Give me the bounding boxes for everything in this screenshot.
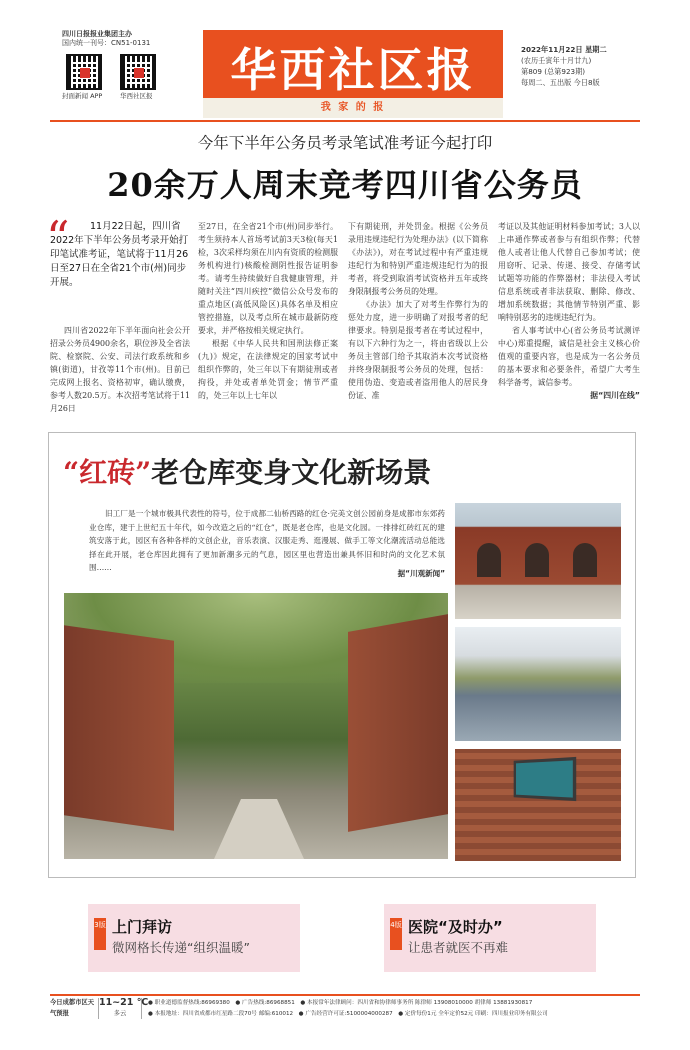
- feature-title-highlight: “红砖”: [63, 456, 152, 489]
- article-column-2: [198, 220, 338, 402]
- masthead-banner: [203, 30, 503, 98]
- footer-contacts-line2: ● 本报地址：四川省成都市红星路二段70号 邮编:610012 ● 广告经营许可证:5100004000287 ● 定价每份1元 全年定价52元 印刷：四川报业印务有限公司: [148, 1011, 548, 1017]
- masthead-divider: [50, 120, 640, 122]
- article-column-4: [498, 220, 640, 402]
- teaser-subtitle: 让患者就医不再难: [408, 940, 509, 955]
- article-paragraph: 考证以及其他证明材料参加考试；3人以上串通作弊或者参与有组织作弊；代替他人或者让他人代替自己参加考试；使用窃听、记录、传递、接受、存储考试试题等功能的作弊器材；非法侵入考试信息系统或者非法获取、删除、修改、增加系统数据；其他情节特别严重、影响特别恶劣的违规违纪行为。: [498, 222, 640, 322]
- warehouse-avenue-photo[interactable]: [64, 593, 448, 859]
- feature-title[interactable]: [63, 451, 431, 491]
- teaser-title: 上门拜访: [112, 918, 173, 936]
- lead-paragraph: 11月22日起，四川省2022年下半年公务员考录开始打印笔试准考证，笔试将于11月26日至27日在全省21个市(州)同步开展。: [50, 221, 189, 288]
- teaser-title: 医院“及时办”: [408, 918, 503, 936]
- qr-code-app[interactable]: [66, 54, 102, 90]
- article-paragraph: 《办法》加大了对考生作弊行为的惩处力度，进一步明确了对报考者的纪律要求。特别是报考者在考试过程中，有以下六种行为之一，将由省级以上公务员主管部门给予其取消本次考试资格并终身限制报考公务员的处理，包括：使用伪造、变造或者盗用他人的居民身份证、准: [348, 300, 488, 400]
- teaser-page-3[interactable]: [88, 904, 300, 972]
- article-paragraph: 根据《中华人民共和国刑法修正案(九)》规定，在法律规定的国家考试中组织作弊的，处三年以下有期徒刑或者拘役，并处或者单处罚金；情节严重的，处三年以上七年以: [198, 339, 338, 400]
- masthead-slogan: 我 家 的 报: [203, 98, 503, 118]
- footer: [50, 998, 640, 1022]
- article-paragraph: 省人事考试中心(省公务员考试测评中心)郑重提醒，诚信是社会主义核心价值观的重要内容，也是成为一名公务员的基本要求和必要条件，希望广大考生科学备考，诚信参考。: [498, 326, 640, 387]
- qr-code-paper[interactable]: [120, 54, 156, 90]
- masthead-left-info: [62, 30, 202, 102]
- issue-info: [521, 44, 641, 88]
- publish-schedule: 每周二、五出版 今日8版: [521, 78, 600, 87]
- sponsor-text: 四川日报报业集团主办: [62, 30, 132, 38]
- feature-title-rest: 老仓库变身文化新场景: [151, 456, 432, 489]
- lunar-date: (农历壬寅年十月廿九): [521, 56, 592, 65]
- reflecting-pool-photo[interactable]: [455, 627, 621, 741]
- red-brick-building-photo[interactable]: [455, 503, 621, 619]
- weather-condition: 多云: [113, 1009, 127, 1017]
- edition-badge: 3版: [94, 918, 106, 950]
- article-column-1: 四川省2022年下半年面向社会公开招录公务员4900余名，职位涉及全省法院、检察院、公安、司法行政系统和乡镇(街道)，甘孜等11个市(州)。目前已完成网上报名、资格初审，确认缴费，参考人数20.5万。本次招考笔试将于11月26日: [50, 326, 190, 413]
- cn-number: 国内统一刊号：CN51-0131: [62, 39, 151, 47]
- footer-divider: [50, 994, 640, 996]
- lead-kicker: 今年下半年公务员考录笔试准考证今起打印: [197, 134, 493, 152]
- article-column-3: [348, 220, 488, 402]
- quote-mark-icon: “: [46, 211, 70, 265]
- article-paragraph: 下有期徒刑，并处罚金。根据《公务员录用违规违纪行为处理办法》(以下简称《办法》)，对在考试过程中有严重违规违纪行为和特别严重违规违纪行为的报考者，将受到取消考试资格并五年或终身限制报考公务员的处理。: [348, 222, 488, 296]
- qr-caption-paper: 华西社区报: [120, 92, 153, 100]
- issue-date: 2022年11月22日 星期二: [521, 45, 607, 54]
- article-source: 据“四川在线”: [590, 391, 640, 400]
- edition-badge: 4版: [390, 918, 402, 950]
- newspaper-title: 华西社区报: [230, 43, 476, 97]
- brick-wall-window-photo[interactable]: [455, 749, 621, 861]
- feature-source: 据“川观新闻”: [397, 569, 445, 578]
- qr-caption-app: 封面新闻 APP: [62, 92, 103, 100]
- article-paragraph: 至27日，在全省21个市(州)同步举行。考生须持本人首场考试前3天3检(每天1检，3次采样均须在川内有资质的检测服务机构进行)核酸检测阴性报告证明参考。请考生持续做好自我健康管理，并随时关注“四川疾控”微信公众号发布的重点地区(高低风险区)具体名单及相应管控措施，以及考点所在城市最新防疫要求，并严格按相关规定执行。: [198, 222, 338, 335]
- feature-box: [48, 432, 636, 878]
- teaser-page-4[interactable]: [384, 904, 596, 972]
- issue-number: 第809 (总第923期): [521, 67, 586, 76]
- weather-temperature: [98, 997, 149, 1019]
- footer-contacts-line1: ● 职业道德监督热线:86969380 ● 广告热线:86968851 ● 本报常年法律顾问：四川省和协律师事务所 陈律师 13908010000 胡律师 13881930817: [148, 1000, 533, 1006]
- weather-label: 今日成都市区天气预报: [50, 999, 95, 1017]
- feature-body: 旧工厂是一个城市极具代表性的符号，位于成都二仙桥西路的红仓·完美文创公园前身是成都市东郊药业仓库，建于上世纪五十年代，如今改造之后的“红仓”，既是老仓库，也是文化园。一排排红砖红瓦的建筑安落于此，园区有各种各样的文创企业，音乐表演、汉服走秀、逛漫展、做手工等文化潮流活动总能选择在此开展，老仓库因此拥有了更加新潮多元的气息，园区里也营造出兼具怀旧和时尚的文化艺术氛围……: [89, 509, 445, 572]
- temperature-value: 11~21 ℃: [99, 997, 149, 1008]
- lead-headline[interactable]: 20余万人周末竞考四川省公务员: [107, 166, 583, 204]
- teaser-subtitle: 微网格长传递“组织温暖”: [112, 940, 250, 955]
